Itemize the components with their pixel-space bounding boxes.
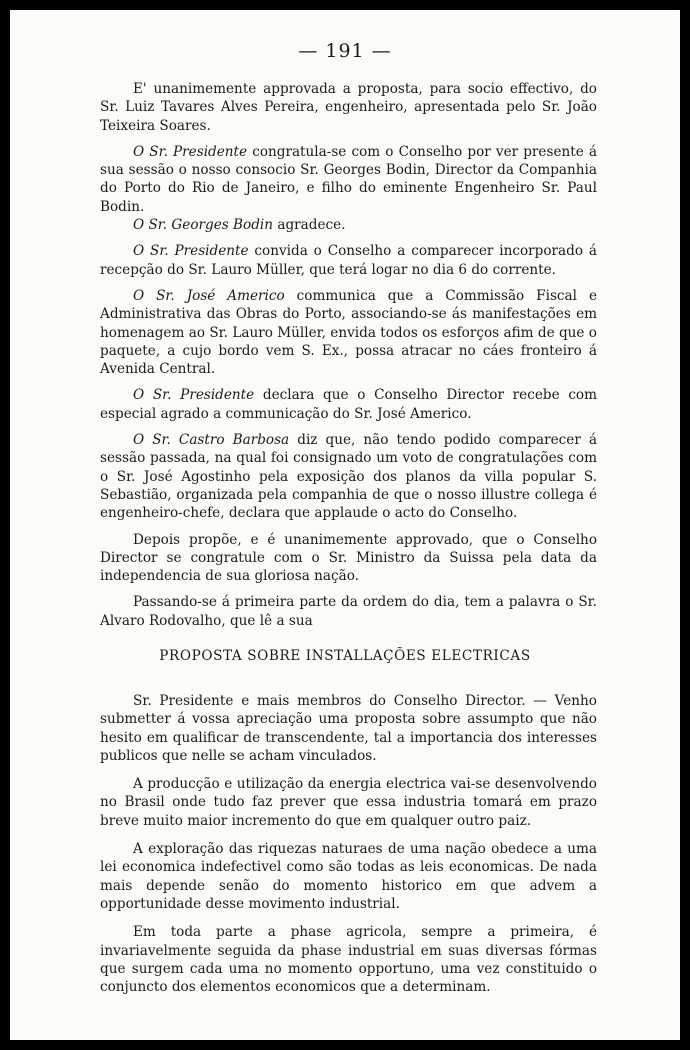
paragraph-suissa: Depois propõe, e é unanimemente approvado, que o Conselho Director se congratule com o Sr. Ministro da Suissa pela data da independencia de sua gloriosa nação.: [100, 531, 597, 585]
speaker-name: O Sr. Castro Barbosa: [133, 432, 290, 449]
section-heading: PROPOSTA SOBRE INSTALLAÇÕES ELECTRICAS: [159, 648, 531, 664]
proposal-paragraph: A exploração das riquezas naturaes de uma nação obedece a uma lei economica indefectivel como são todas as leis economicas. De nada mais depende senão do momento historico em que advem a opportunidade desse movimento industrial.: [100, 841, 597, 912]
speaker-name: O Sr. Presidente: [133, 387, 255, 404]
paragraph-bodin-agradece: O Sr. Georges Bodin agradece.: [133, 217, 346, 234]
paragraph-jose-americo: O Sr. José Americo communica que a Commissão Fiscal e Administrativa das Obras do Porto, associando-se ás manifestações em homenagem ao Sr. Lauro Müller, envida todos os esforços afim de que o paquete, a cujo bordo vem S. Ex., possa atracar no cáes fronteiro á Avenida Central.: [100, 287, 598, 378]
proposal-section: [100, 692, 597, 996]
document-page: [10, 10, 680, 1040]
speaker-name: O Sr. Presidente: [133, 243, 249, 260]
paragraph-presidente-declara: O Sr. Presidente declara que o Conselho Director recebe com especial agrado a communicação do Sr. José Americo.: [100, 387, 598, 422]
speaker-name: O Sr. José Americo: [133, 287, 285, 304]
minutes-section: [100, 80, 597, 630]
speaker-name: O Sr. Presidente: [133, 143, 248, 160]
proposal-paragraph: Em toda parte a phase agricola, sempre a primeira, é invariavelmente seguida da phase industrial em suas diversas fórmas que surgem cada uma no momento opportuno, uma vez constituido o conjuncto dos elementos economicos que a determinam.: [100, 924, 597, 996]
page-number: — 191 —: [298, 40, 392, 62]
paragraph-castro-barbosa: O Sr. Castro Barbosa diz que, não tendo podido comparecer á sessão passada, na qual foi consignado um voto de congratulações com o Sr. José Agostinho pela exposição dos planos da villa popular S. Sebastião, organizada pela companhia de que o nosso illustre collega é engenheiro-chefe, declara que applaude o acto do Conselho.: [100, 432, 597, 522]
paragraph-presidente-congratula: O Sr. Presidente congratula-se com o Conselho por ver presente á sua sessão o nosso consocio Sr. Georges Bodin, Director da Companhia do Porto do Rio de Janeiro, e filho do eminente Engenheiro Sr. Paul Bodin.: [100, 143, 597, 215]
proposal-paragraph: A producção e utilização da energia electrica vai-se desenvolvendo no Brasil onde tudo faz prever que essa industria tomará em prazo breve muito maior incremento do que em qualquer outro paiz.: [100, 776, 597, 829]
proposal-paragraph: Sr. Presidente e mais membros do Conselho Director. — Venho submetter á vossa apreciação uma proposta sobre assumpto que não hesito em qualificar de transcendente, tal a importancia dos interesses publicos que nelle se acham vinculados.: [100, 693, 597, 764]
speaker-name: O Sr. Georges Bodin: [133, 217, 274, 234]
paragraph-presidente-convida: O Sr. Presidente convida o Conselho a comparecer incorporado á recepção do Sr. Lauro Müller, que terá logar no dia 6 do corrente.: [100, 243, 598, 278]
paragraph-approval: E' unanimemente approvada a proposta, para socio effectivo, do Sr. Luiz Tavares Alves Pereira, engenheiro, apresentada pelo Sr. João Teixeira Soares.: [100, 81, 597, 134]
paragraph-ordem-do-dia: Passando-se á primeira parte da ordem do dia, tem a palavra o Sr. Alvaro Rodovalho, que lê a sua: [100, 594, 597, 629]
